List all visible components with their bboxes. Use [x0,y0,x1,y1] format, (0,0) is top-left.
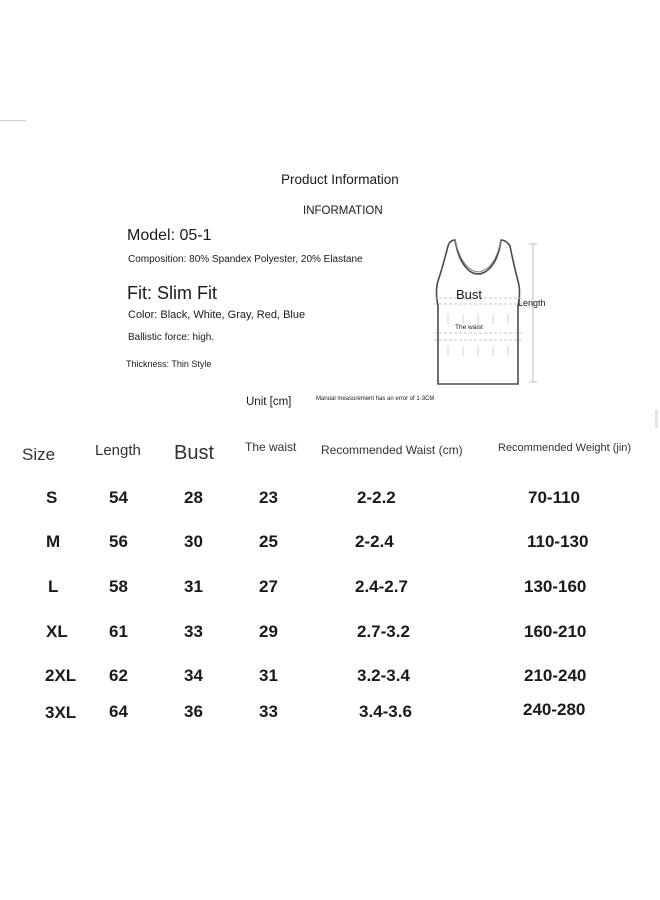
length-label: Length [518,298,546,308]
cell-waist: 27 [259,577,278,596]
cell-waist: 23 [259,488,278,507]
ballistic-text: Ballistic force: high. [128,332,215,343]
cell-bust: 33 [184,622,203,641]
cell-bust: 31 [184,577,203,596]
cell-bust: 36 [184,702,203,721]
cell-recommended-waist: 3.4-3.6 [359,702,412,721]
cell-bust: 34 [184,666,203,685]
cell-length: 54 [109,488,128,507]
measurement-note: Manual measurement has an error of 1-3CM [316,396,435,402]
page-subtitle: INFORMATION [303,205,383,217]
header-waist: The waist [245,440,297,454]
cell-recommended-weight: 240-280 [523,700,586,719]
cell-waist: 31 [259,666,278,685]
header-recommended-weight: Recommended Weight (jin) [498,442,632,454]
cell-length: 61 [109,622,128,641]
cell-length: 56 [109,532,128,551]
cell-recommended-waist: 2-2.4 [355,532,394,551]
page-title: Product Information [281,172,399,187]
cell-bust: 30 [184,532,203,551]
cell-waist: 25 [259,532,278,551]
edge-divider [0,120,26,121]
cell-length: 58 [109,577,128,596]
header-recommended-waist: Recommended Waist (cm) [321,443,463,457]
cell-size: S [46,488,58,507]
cell-recommended-weight: 160-210 [524,622,587,641]
cell-recommended-waist: 2.7-3.2 [357,622,410,641]
cell-waist: 33 [259,702,278,721]
cell-size: L [48,577,59,596]
waist-label: The waist [455,324,483,331]
cell-recommended-waist: 2.4-2.7 [355,577,408,596]
thickness-text: Thickness: Thin Style [126,359,212,369]
cell-size: 2XL [45,666,77,685]
cell-waist: 29 [259,622,278,641]
cell-recommended-weight: 130-160 [524,577,587,596]
cell-bust: 28 [184,488,203,507]
cell-recommended-weight: 110-130 [527,532,589,551]
cell-recommended-weight: 70-110 [528,488,580,507]
header-bust: Bust [174,442,215,464]
bust-label: Bust [456,287,483,302]
cell-size: XL [46,622,68,641]
cell-length: 62 [109,666,128,685]
cell-length: 64 [109,702,128,721]
cell-size: 3XL [45,703,77,722]
tank-top-icon [418,236,558,386]
color-text: Color: Black, White, Gray, Red, Blue [128,309,306,321]
cell-recommended-weight: 210-240 [524,666,587,685]
cell-recommended-waist: 3.2-3.4 [357,666,410,685]
composition-text: Composition: 80% Spandex Polyester, 20% Elastane [128,254,363,265]
cell-recommended-waist: 2-2.2 [357,488,396,507]
edge-mark [655,410,658,428]
unit-label: Unit [cm] [246,396,292,408]
header-size: Size [22,445,56,464]
fit-text: Fit: Slim Fit [127,283,217,303]
cell-size: M [46,532,61,551]
header-length: Length [95,442,141,459]
model-text: Model: 05-1 [127,227,212,244]
